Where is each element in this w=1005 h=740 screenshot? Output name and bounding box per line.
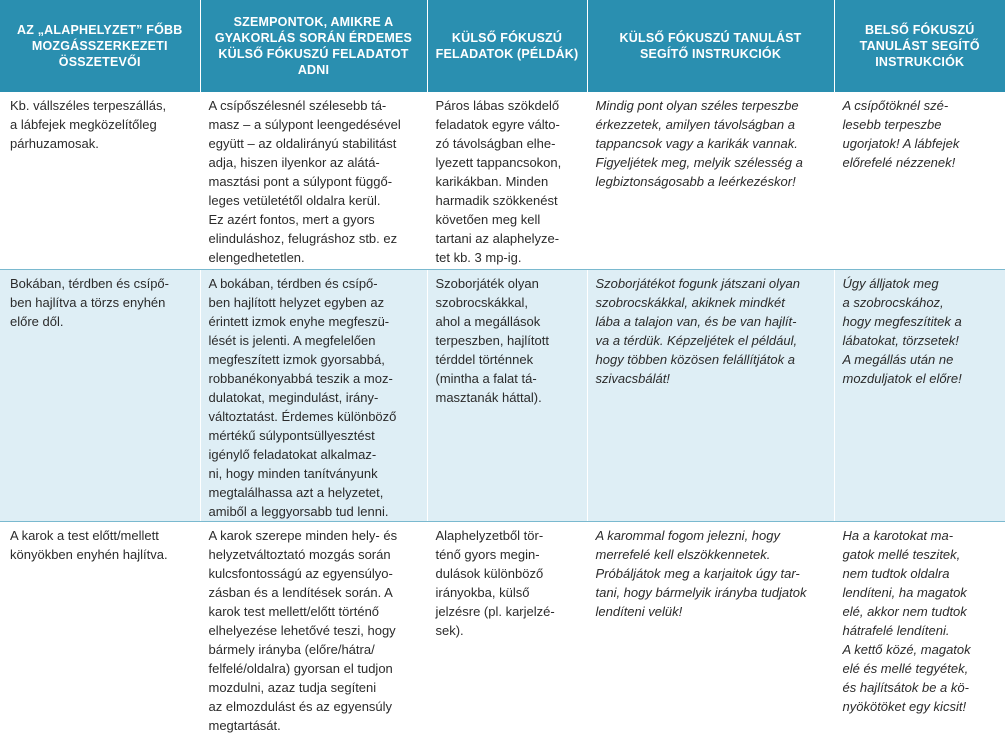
table-cell: Bokában, térdben és csípő- ben hajlítva a törzs enyhén előre dől.	[0, 270, 200, 522]
table-cell: Kb. vállszéles terpeszállás, a lábfejek megközelítőleg párhuzamosak.	[0, 92, 200, 270]
table-cell: A csípőtöknél szé- lesebb terpeszbe ugorjatok! A lábfejek előrefelé nézzenek!	[834, 92, 1005, 270]
table-cell: A karok szerepe minden hely- és helyzetváltoztató mozgás során kulcsfontosságú az egyensúlyo- zásban és a lendítések során. A karok test mellett/előtt történő elhelyezése lehetővé teszi, hogy bármely irányba (előre/hátra/ felfelé/oldalra) gyorsan el tudjon mozdulni, azaz tudja segíteni az elmozdulást és az egyensúly megtartását.	[200, 522, 427, 740]
table-row	[0, 92, 1005, 270]
table-row	[0, 270, 1005, 522]
header-cell-aspects: SZEMPONTOK, AMIKRE A GYAKORLÁS SORÁN ÉRDEMES KÜLSŐ FÓKUSZÚ FELADATOT ADNI	[200, 0, 427, 92]
table-cell: Ha a karotokat ma- gatok mellé teszitek, nem tudtok oldalra lendíteni, ha magatok elé, akkor nem tudtok hátrafelé lendíteni. A kettő közé, magatok elé és mellé tegyétek, és hajlítsátok be a kö- nyökötöket egy kicsit!	[834, 522, 1005, 740]
table-row	[0, 522, 1005, 740]
table-cell: Szoborjátékot fogunk játszani olyan szobrocskákkal, akiknek mindkét lába a talajon van, és be van hajlít- va a térdük. Képzeljétek el például, hogy többen közösen felállítjátok a szivacsbálát!	[587, 270, 834, 522]
table-cell: Úgy álljatok meg a szobrocskához, hogy megfeszítitek a lábatokat, törzsetek! A megállás után ne mozduljatok el előre!	[834, 270, 1005, 522]
table-cell: Mindig pont olyan széles terpeszbe érkezzetek, amilyen távolságban a tappancsok vagy a karikák vannak. Figyeljétek meg, melyik szélesség a legbiztonságosabb a leérkezéskor!	[587, 92, 834, 270]
table-cell: Szoborjáték olyan szobrocskákkal, ahol a megállások terpeszben, hajlított térddel történnek (mintha a falat tá- masztanák háttal).	[427, 270, 587, 522]
header-cell-components: AZ „ALAPHELYZET” FŐBB MOZGÁSSZERKEZETI ÖSSZETEVŐI	[0, 0, 200, 92]
header-cell-internal-instructions: BELSŐ FÓKUSZÚ TANULÁST SEGÍTŐ INSTRUKCIÓK	[834, 0, 1005, 92]
header-cell-external-tasks: KÜLSŐ FÓKUSZÚ FELADATOK (PÉLDÁK)	[427, 0, 587, 92]
table-cell: Páros lábas szökdelő feladatok egyre válto- zó távolságban elhe- lyezett tappancsokon, karikákban. Minden harmadik szökkenést követően meg kell tartani az alaphelyze- tet kb. 3 mp-ig.	[427, 92, 587, 270]
table-cell: A csípőszélesnél szélesebb tá- masz – a súlypont leengedésével együtt – az oldalirányú stabilitást adja, hiszen ilyenkor az alátá- masztási pont a súlypont függő- leges vetületétől oldalra kerül. Ez azért fontos, mert a gyors elinduláshoz, felugráshoz stb. ez elengedhetetlen.	[200, 92, 427, 270]
table-cell: A karok a test előtt/mellett könyökben enyhén hajlítva.	[0, 522, 200, 740]
table-cell: A karommal fogom jelezni, hogy merrefelé kell elszökkennetek. Próbáljátok meg a karjaitok úgy tar- tani, hogy bármelyik irányba tudjatok lendíteni velük!	[587, 522, 834, 740]
header-cell-external-instructions: KÜLSŐ FÓKUSZÚ TANULÁST SEGÍTŐ INSTRUKCIÓK	[587, 0, 834, 92]
header-row	[0, 0, 1005, 92]
table-cell: A bokában, térdben és csípő- ben hajlított helyzet egyben az érintett izmok enyhe megfeszü- lését is jelenti. A megfelelően megfeszített izmok gyorsabbá, robbanékonyabbá teszik a moz- dulatokat, megindulást, irány- változtatást. Érdemes különböző mértékű súlypontsüllyesztést igénylő feladatokat alkalmaz- ni, hogy minden tanítványunk megtalálhassa azt a helyzetet, amiből a leggyorsabb tud lenni.	[200, 270, 427, 522]
table-cell: Alaphelyzetből tör- ténő gyors megin- dulások különböző irányokba, külső jelzésre (pl. karjelzé- sek).	[427, 522, 587, 740]
